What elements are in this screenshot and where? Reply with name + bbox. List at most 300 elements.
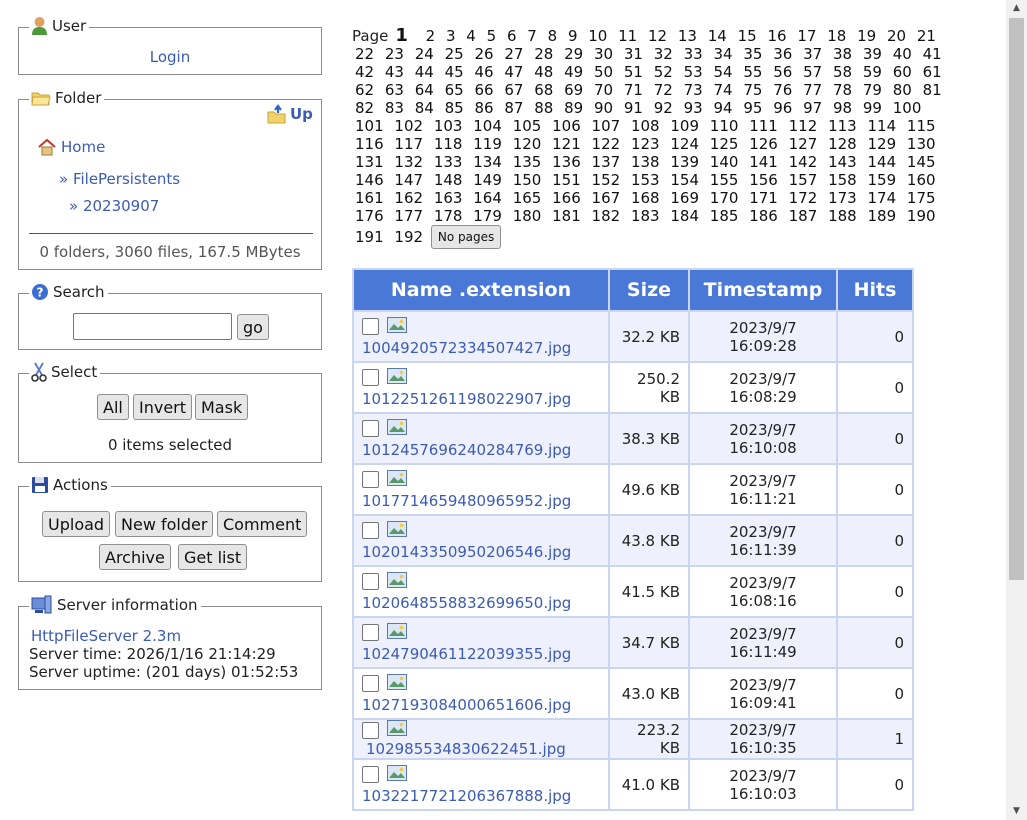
page-link[interactable]: 60 (892, 63, 912, 81)
archive-button[interactable]: Archive (99, 544, 171, 570)
page-label: Page (352, 27, 389, 45)
page-link[interactable]: 26 (474, 45, 494, 63)
page-link[interactable]: 27 (504, 45, 524, 63)
page-link[interactable]: 22 (355, 45, 375, 63)
page-link[interactable]: 34 (713, 45, 733, 63)
page-link[interactable]: 7 (527, 27, 537, 45)
no-pages-button[interactable]: No pages (431, 225, 501, 249)
page-link[interactable]: 82 (355, 99, 375, 117)
folder-legend-label: Folder (55, 89, 102, 107)
page-link[interactable]: 66 (474, 81, 494, 99)
page-link[interactable]: 10 (588, 27, 608, 45)
page-link[interactable]: 167 (591, 189, 621, 207)
page-link[interactable]: 15 (737, 27, 757, 45)
page-link[interactable]: 186 (749, 207, 778, 225)
page-link[interactable]: 1 (395, 25, 408, 46)
page-link[interactable]: 147 (394, 171, 424, 189)
server-info-panel (18, 596, 322, 690)
page-link[interactable]: 144 (867, 153, 897, 171)
page-link[interactable]: 177 (394, 207, 424, 225)
page-link[interactable]: 149 (473, 171, 502, 189)
page-link[interactable]: 127 (788, 135, 818, 153)
page-link[interactable]: 79 (862, 81, 882, 99)
page-link[interactable]: 148 (433, 171, 463, 189)
page-link[interactable]: 183 (630, 207, 660, 225)
page-link[interactable]: 131 (355, 153, 384, 171)
page-link[interactable]: 11 (618, 27, 638, 45)
page-link[interactable]: 18 (827, 27, 847, 45)
page-link[interactable]: 157 (788, 171, 818, 189)
timestamp-cell: 2023/9/7 16:08:16 (690, 567, 836, 616)
page-link[interactable]: 76 (773, 81, 793, 99)
file-link[interactable]: 102985534830622451.jpg (366, 740, 566, 758)
page-link[interactable]: 61 (922, 63, 942, 81)
scissors-icon (31, 362, 47, 382)
page-link[interactable]: 110 (709, 117, 739, 135)
page-link[interactable]: 111 (749, 117, 778, 135)
page-link[interactable]: 171 (749, 189, 778, 207)
page-link[interactable]: 44 (414, 63, 434, 81)
page-link[interactable]: 84 (414, 99, 434, 117)
page-link[interactable]: 28 (534, 45, 554, 63)
page-link[interactable]: 32 (653, 45, 673, 63)
row-checkbox[interactable] (362, 369, 379, 386)
row-checkbox[interactable] (362, 675, 379, 692)
page-link[interactable]: 57 (803, 63, 823, 81)
column-header-name[interactable]: Name .extension (354, 270, 608, 310)
page-link[interactable]: 173 (828, 189, 857, 207)
size-cell: 32.2 KB (610, 312, 688, 361)
size-cell: 223.2 KB (610, 720, 688, 758)
hfs-link[interactable]: HttpFileServer 2.3m (31, 627, 182, 645)
table-row (354, 414, 912, 463)
file-link[interactable]: 1032217721206367888.jpg (362, 786, 572, 805)
page-link[interactable]: 139 (670, 153, 700, 171)
server-uptime: Server uptime: (201 days) 01:52:53 (29, 663, 299, 681)
table-row (354, 312, 912, 361)
hits-cell: 0 (838, 414, 912, 463)
page-link[interactable]: 181 (552, 207, 581, 225)
page-link[interactable]: 86 (474, 99, 494, 117)
page-link[interactable]: 37 (803, 45, 823, 63)
page-link[interactable]: 48 (534, 63, 554, 81)
page-link[interactable]: 133 (433, 153, 463, 171)
page-link[interactable]: 105 (512, 117, 542, 135)
page-link[interactable]: 24 (414, 45, 434, 63)
page-link[interactable]: 178 (433, 207, 463, 225)
timestamp-cell: 2023/9/7 16:11:21 (690, 465, 836, 514)
table-row (354, 363, 912, 412)
actions-legend (29, 475, 111, 495)
row-checkbox[interactable] (362, 722, 379, 739)
page-link[interactable]: 136 (552, 153, 581, 171)
page-link[interactable]: 45 (444, 63, 464, 81)
page-link[interactable]: 165 (512, 189, 542, 207)
page-link[interactable]: 54 (713, 63, 733, 81)
search-legend-label: Search (53, 283, 105, 301)
page-link[interactable]: 14 (707, 27, 727, 45)
file-link[interactable]: 1020143350950206546.jpg (362, 542, 572, 561)
timestamp-cell: 2023/9/7 16:10:03 (690, 760, 836, 809)
hits-cell: 1 (838, 720, 912, 758)
page-link[interactable]: 25 (444, 45, 464, 63)
page-link[interactable]: 94 (713, 99, 733, 117)
page-link[interactable]: 80 (892, 81, 912, 99)
size-cell: 250.2 KB (610, 363, 688, 412)
page-link[interactable]: 187 (788, 207, 818, 225)
page-link[interactable]: 95 (743, 99, 763, 117)
image-file-icon (387, 470, 407, 490)
page-link[interactable]: 35 (743, 45, 763, 63)
column-header-size[interactable]: Size (610, 270, 688, 310)
page-link[interactable]: 180 (512, 207, 542, 225)
row-checkbox[interactable] (362, 573, 379, 590)
page-link[interactable]: 16 (767, 27, 787, 45)
select-all-button[interactable]: All (97, 394, 129, 420)
page-link[interactable]: 87 (504, 99, 524, 117)
page-link[interactable]: 21 (916, 27, 936, 45)
user-legend (29, 16, 89, 36)
file-link[interactable]: 1027193084000651606.jpg (362, 695, 572, 714)
page-link[interactable]: 107 (591, 117, 621, 135)
file-link[interactable]: 1012457696240284769.jpg (362, 440, 572, 459)
timestamp-cell: 2023/9/7 16:08:29 (690, 363, 836, 412)
page-link[interactable]: 166 (552, 189, 581, 207)
row-checkbox[interactable] (362, 624, 379, 641)
file-link[interactable]: 1012251261198022907.jpg (362, 389, 572, 408)
file-link[interactable]: 1004920572334507427.jpg (362, 338, 572, 357)
page-link[interactable]: 120 (512, 135, 542, 153)
page-link[interactable]: 125 (709, 135, 739, 153)
hits-cell: 0 (838, 465, 912, 514)
table-row (354, 567, 912, 616)
hits-cell: 0 (838, 669, 912, 718)
hits-cell: 0 (838, 363, 912, 412)
svg-text:?: ? (36, 285, 44, 300)
page-link[interactable]: 164 (473, 189, 502, 207)
row-checkbox[interactable] (362, 471, 379, 488)
help-icon (31, 283, 49, 301)
page-link[interactable]: 69 (564, 81, 584, 99)
page-link[interactable]: 170 (709, 189, 739, 207)
page-link[interactable]: 63 (384, 81, 404, 99)
page-link[interactable]: 174 (867, 189, 897, 207)
page-link[interactable]: 154 (670, 171, 700, 189)
page-link[interactable]: 116 (355, 135, 384, 153)
page-link[interactable]: 30 (594, 45, 614, 63)
page-link[interactable]: 140 (709, 153, 739, 171)
mask-button[interactable]: Mask (195, 394, 248, 420)
table-row (354, 669, 912, 718)
page-link[interactable]: 91 (623, 99, 643, 117)
hits-cell: 0 (838, 618, 912, 667)
page-link[interactable]: 161 (355, 189, 384, 207)
breadcrumb-20230907[interactable]: » 20230907 (69, 197, 160, 215)
user-icon (31, 16, 48, 36)
hits-cell: 0 (838, 312, 912, 361)
name-cell (354, 363, 608, 412)
page-link[interactable]: 123 (630, 135, 660, 153)
timestamp-cell: 2023/9/7 16:11:39 (690, 516, 836, 565)
row-checkbox[interactable] (362, 766, 379, 783)
page-link[interactable]: 3 (445, 27, 456, 45)
page-link[interactable]: 12 (648, 27, 668, 45)
page-link[interactable]: 56 (773, 63, 793, 81)
page-link[interactable]: 5 (486, 27, 497, 45)
folder-divider (29, 233, 313, 234)
page-link[interactable]: 19 (857, 27, 877, 45)
page-link[interactable]: 175 (906, 189, 936, 207)
page-link[interactable]: 41 (922, 45, 942, 63)
table-row (354, 465, 912, 514)
name-cell (354, 567, 608, 616)
actions-legend-label: Actions (53, 476, 108, 494)
page-link[interactable]: 102 (394, 117, 424, 135)
search-input[interactable] (73, 313, 232, 340)
page-link[interactable]: 134 (473, 153, 502, 171)
size-cell: 43.0 KB (610, 669, 688, 718)
select-panel (18, 363, 322, 463)
selection-status: 0 items selected (107, 436, 233, 454)
page-link[interactable]: 83 (384, 99, 404, 117)
page-link[interactable]: 20 (887, 27, 907, 45)
page-link[interactable]: 36 (773, 45, 793, 63)
page-link[interactable]: 53 (683, 63, 703, 81)
up-button[interactable] (267, 104, 313, 124)
page-link[interactable]: 143 (828, 153, 857, 171)
page-link[interactable]: 98 (833, 99, 853, 117)
page-link[interactable]: 92 (653, 99, 673, 117)
page-link[interactable]: 151 (552, 171, 581, 189)
file-link[interactable]: 1020648558832699650.jpg (362, 593, 572, 612)
page-link[interactable]: 62 (355, 81, 375, 99)
page-link[interactable]: 124 (670, 135, 700, 153)
page-link[interactable]: 128 (828, 135, 857, 153)
page-link[interactable]: 47 (504, 63, 524, 81)
page-link[interactable]: 188 (828, 207, 857, 225)
size-cell: 38.3 KB (610, 414, 688, 463)
page-link[interactable]: 89 (564, 99, 584, 117)
page-link[interactable]: 172 (788, 189, 818, 207)
file-link[interactable]: 1017714659480965952.jpg (362, 491, 572, 510)
page-link[interactable]: 88 (534, 99, 554, 117)
page-link[interactable]: 168 (630, 189, 660, 207)
page-link[interactable]: 74 (713, 81, 733, 99)
page-link[interactable]: 162 (394, 189, 424, 207)
page-link[interactable]: 51 (623, 63, 643, 81)
row-checkbox[interactable] (362, 420, 379, 437)
page-link[interactable]: 130 (906, 135, 936, 153)
scroll-down-arrow-icon[interactable]: ▼ (1013, 806, 1020, 816)
home-icon (37, 138, 57, 156)
new-folder-button[interactable]: New folder (115, 511, 213, 537)
page-link[interactable]: 135 (512, 153, 542, 171)
page-link[interactable]: 100 (892, 99, 922, 117)
page-link[interactable]: 96 (773, 99, 793, 117)
page-link[interactable]: 29 (564, 45, 584, 63)
image-file-icon (387, 368, 407, 388)
folder-stats: 0 folders, 3060 files, 167.5 MBytes (39, 243, 301, 261)
select-legend-label: Select (51, 363, 98, 381)
page-link[interactable]: 93 (683, 99, 703, 117)
page-link[interactable]: 8 (547, 27, 558, 45)
page-link[interactable]: 184 (670, 207, 700, 225)
table-row (354, 720, 912, 758)
page-link[interactable]: 55 (743, 63, 763, 81)
user-panel (18, 17, 322, 75)
page-link[interactable]: 109 (670, 117, 700, 135)
row-checkbox[interactable] (362, 522, 379, 539)
page-link[interactable]: 90 (594, 99, 614, 117)
page-link[interactable]: 46 (474, 63, 494, 81)
page-link[interactable]: 77 (803, 81, 823, 99)
invert-button[interactable]: Invert (133, 394, 192, 420)
page-link[interactable]: 43 (384, 63, 404, 81)
table-row (354, 760, 912, 809)
page-link[interactable]: 122 (591, 135, 621, 153)
page-link[interactable]: 9 (567, 27, 578, 45)
page-link[interactable]: 65 (444, 81, 464, 99)
image-file-icon (387, 720, 407, 740)
page-link[interactable]: 73 (683, 81, 703, 99)
column-header-hits[interactable]: Hits (838, 270, 912, 310)
page-link[interactable]: 68 (534, 81, 554, 99)
login-link[interactable]: Login (149, 48, 191, 66)
name-cell (354, 618, 608, 667)
page-link[interactable]: 115 (906, 117, 936, 135)
page-link[interactable]: 155 (709, 171, 739, 189)
page-link[interactable]: 145 (906, 153, 936, 171)
name-cell (354, 760, 608, 809)
name-cell (354, 516, 608, 565)
page-link[interactable]: 192 (394, 227, 424, 246)
page-link[interactable]: 185 (709, 207, 739, 225)
vertical-scrollbar[interactable] (1006, 0, 1027, 820)
page-link[interactable]: 39 (862, 45, 882, 63)
upload-button[interactable]: Upload (42, 511, 110, 537)
page-link[interactable]: 189 (867, 207, 897, 225)
table-row (354, 618, 912, 667)
page-link[interactable]: 112 (788, 117, 818, 135)
page-link[interactable]: 137 (591, 153, 621, 171)
page-link[interactable]: 78 (833, 81, 853, 99)
page-link[interactable]: 152 (591, 171, 621, 189)
page-link[interactable]: 169 (670, 189, 700, 207)
page-link[interactable]: 126 (749, 135, 778, 153)
page-link[interactable]: 190 (906, 207, 936, 225)
page-link[interactable]: 50 (594, 63, 614, 81)
page-navigation (352, 27, 962, 249)
page-link[interactable]: 146 (355, 171, 384, 189)
page-link[interactable]: 52 (653, 63, 673, 81)
page-link[interactable]: 58 (833, 63, 853, 81)
page-link[interactable]: 103 (433, 117, 463, 135)
page-link[interactable]: 113 (828, 117, 857, 135)
page-link[interactable]: 71 (623, 81, 643, 99)
page-link[interactable]: 104 (473, 117, 502, 135)
page-link[interactable]: 142 (788, 153, 818, 171)
page-link[interactable]: 23 (384, 45, 404, 63)
file-table (352, 268, 914, 811)
page-link[interactable]: 38 (833, 45, 853, 63)
page-link[interactable]: 2 (425, 27, 436, 45)
page-link[interactable]: 97 (803, 99, 823, 117)
page-link[interactable]: 13 (677, 27, 697, 45)
page-link[interactable]: 42 (355, 63, 375, 81)
breadcrumb-filepersistents[interactable]: » FilePersistents (59, 170, 181, 188)
page-link[interactable]: 72 (653, 81, 673, 99)
page-link[interactable]: 163 (433, 189, 463, 207)
get-list-button[interactable]: Get list (178, 544, 247, 570)
page-link[interactable]: 117 (394, 135, 424, 153)
size-cell: 43.8 KB (610, 516, 688, 565)
go-button[interactable]: go (237, 314, 269, 340)
page-link[interactable]: 158 (828, 171, 857, 189)
page-link[interactable]: 59 (862, 63, 882, 81)
page-link[interactable]: 101 (355, 117, 384, 135)
timestamp-cell: 2023/9/7 16:11:49 (690, 618, 836, 667)
scroll-up-arrow-icon[interactable]: ▲ (1013, 3, 1020, 13)
page-link[interactable]: 119 (473, 135, 502, 153)
row-checkbox[interactable] (362, 318, 379, 335)
page-link[interactable]: 70 (594, 81, 614, 99)
page-link[interactable]: 141 (749, 153, 778, 171)
page-link[interactable]: 6 (506, 27, 517, 45)
scrollbar-thumb[interactable] (1009, 18, 1024, 580)
page-link[interactable]: 138 (630, 153, 660, 171)
page-link[interactable]: 153 (630, 171, 660, 189)
page-link[interactable]: 33 (683, 45, 703, 63)
page-link[interactable]: 85 (444, 99, 464, 117)
page-link[interactable]: 129 (867, 135, 897, 153)
page-link[interactable]: 118 (433, 135, 463, 153)
table-row (354, 516, 912, 565)
page-link[interactable]: 99 (862, 99, 882, 117)
page-link[interactable]: 17 (797, 27, 817, 45)
page-link[interactable]: 121 (552, 135, 581, 153)
page-link[interactable]: 132 (394, 153, 424, 171)
comment-button[interactable]: Comment (217, 511, 307, 537)
column-header-timestamp[interactable]: Timestamp (690, 270, 836, 310)
page-link[interactable]: 75 (743, 81, 763, 99)
page-link[interactable]: 108 (630, 117, 660, 135)
image-file-icon (387, 623, 407, 643)
page-link[interactable]: 40 (892, 45, 912, 63)
hits-cell: 0 (838, 567, 912, 616)
page-link[interactable]: 114 (867, 117, 897, 135)
page-link[interactable]: 81 (922, 81, 942, 99)
page-link[interactable]: 179 (473, 207, 502, 225)
page-link[interactable]: 106 (552, 117, 581, 135)
file-link[interactable]: 1024790461122039355.jpg (362, 644, 572, 663)
page-link[interactable]: 49 (564, 63, 584, 81)
page-link[interactable]: 150 (512, 171, 542, 189)
page-link[interactable]: 160 (906, 171, 936, 189)
home-link[interactable]: Home (61, 138, 106, 156)
page-link[interactable]: 176 (355, 207, 384, 225)
hits-cell: 0 (838, 760, 912, 809)
page-link[interactable]: 156 (749, 171, 778, 189)
page-link[interactable]: 4 (466, 27, 476, 45)
page-link[interactable]: 31 (623, 45, 643, 63)
page-link[interactable]: 64 (414, 81, 434, 99)
page-link[interactable]: 191 (355, 227, 384, 246)
page-link[interactable]: 182 (591, 207, 621, 225)
page-link[interactable]: 67 (504, 81, 524, 99)
search-legend (29, 282, 108, 302)
page-link[interactable]: 159 (867, 171, 897, 189)
timestamp-cell: 2023/9/7 16:10:35 (690, 720, 836, 758)
